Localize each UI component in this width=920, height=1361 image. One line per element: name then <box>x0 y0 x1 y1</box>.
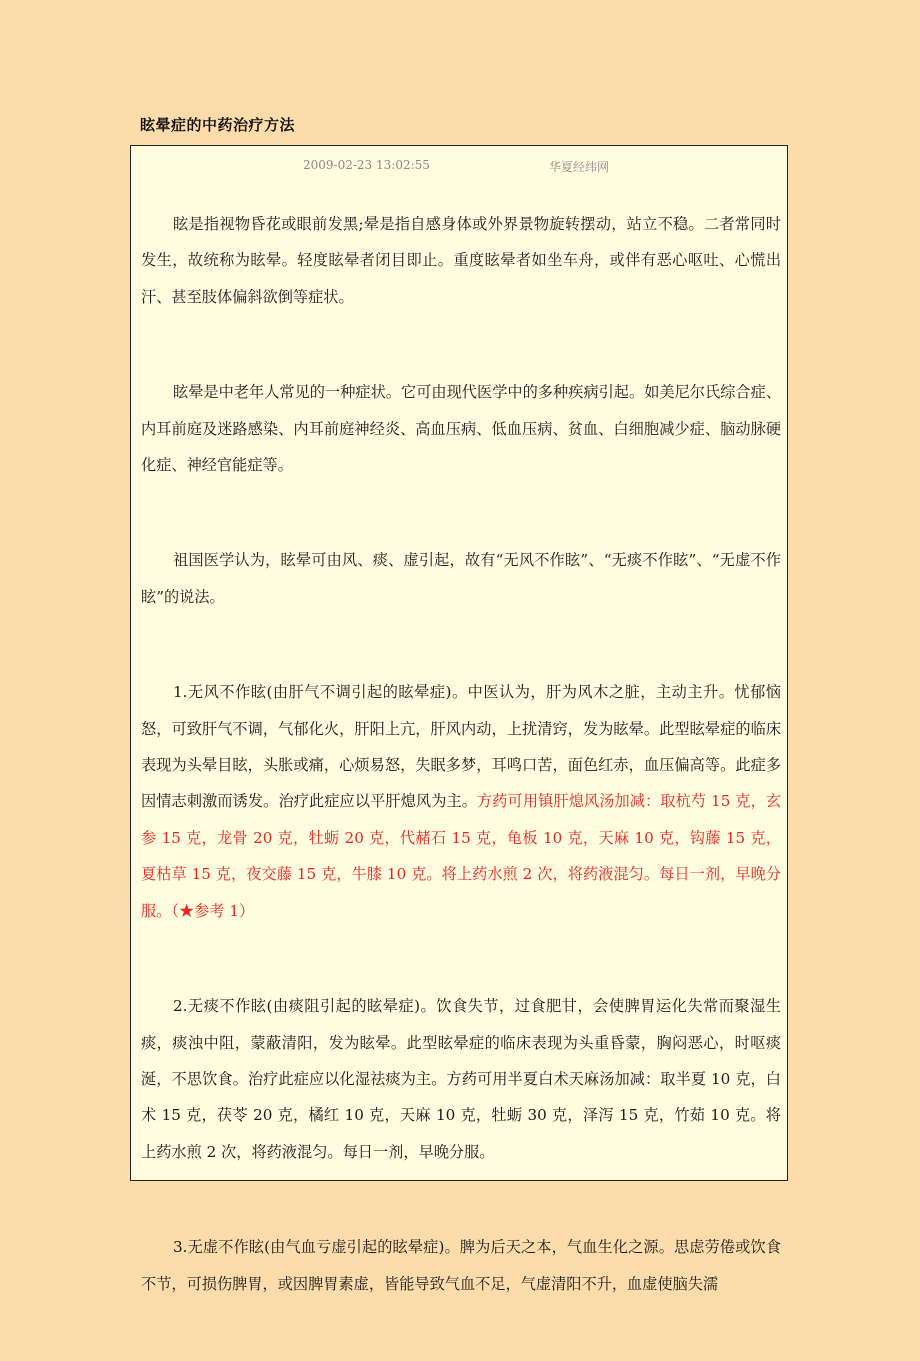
paragraph-tcm-view: 祖国医学认为，眩晕可由风、痰、虚引起，故有“无风不作眩”、“无痰不作眩”、“无虚不作眩”的说法。 <box>141 551 781 606</box>
wind-type-prescription: 方药可用镇肝熄风汤加减：取杭芍 15 克，玄参 15 克，龙骨 20 克，牡蛎 20 克，代赭石 15 克，龟板 10 克，天麻 10 克，钩藤 15 克，夏枯草 15 克，夜交藤 15 克，牛膝 10 克。将上药水煎 2 次，将药液混匀。每日一剂，早晚分服。（★参考 1） <box>141 792 782 920</box>
article-body <box>141 206 781 1361</box>
article-meta <box>131 158 787 174</box>
article-title: 眩晕症的中药治疗方法 <box>140 116 296 134</box>
paragraph-deficiency-type: 3.无虚不作眩(由气血亏虚引起的眩晕症)。脾为后天之本，气血生化之源。思虑劳倦或饮食不节，可损伤脾胃，或因脾胃素虚，皆能导致气血不足，气虚清阳不升，血虚使脑失濡 <box>141 1238 781 1293</box>
paragraph-definition: 眩是指视物昏花或眼前发黑;晕是指自感身体或外界景物旋转摆动，站立不稳。二者常同时发生，故统称为眩晕。轻度眩晕者闭目即止。重度眩晕者如坐车舟，或伴有恶心呕吐、心慌出汗、甚至肢体偏斜欲倒等症状。 <box>141 215 781 306</box>
paragraph-causes: 眩晕是中老年人常见的一种症状。它可由现代医学中的多种疾病引起。如美尼尔氏综合症、内耳前庭及迷路感染、内耳前庭神经炎、高血压病、低血压病、贫血、白细胞减少症、脑动脉硬化症、神经官能症等。 <box>141 383 781 475</box>
publish-date: 2009-02-23 13:02:55 <box>303 158 430 172</box>
source-name: 华夏经纬网 <box>549 160 610 174</box>
wind-type-description: 1.无风不作眩(由肝气不调引起的眩晕症)。中医认为，肝为风木之脏，主动主升。忧郁恼怒，可致肝气不调，气郁化火，肝阳上亢，肝风内动，上扰清窍，发为眩晕。此型眩晕症的临床表现为头晕目眩，头胀或痛，心烦易怒，失眠多梦，耳鸣口苦，面色红赤，血压偏高等。此症多因情志刺激而诱发。治疗此症应以平肝熄风为主。 <box>141 683 781 811</box>
article-content-box <box>130 145 788 1293</box>
paragraph-phlegm-type: 2.无痰不作眩(由痰阻引起的眩晕症)。饮食失节，过食肥甘，会使脾胃运化失常而聚湿生痰，痰浊中阻，蒙蔽清阳，发为眩晕。此型眩晕症的临床表现为头重昏蒙，胸闷恶心，时呕痰涎，不思饮食。治疗此症应以化湿祛痰为主。方药可用半夏白术天麻汤加减：取半夏 10 克，白术 15 克，茯苓 20 克，橘红 10 克，天麻 10 克，牡蛎 30 克，泽泻 15 克，竹茹 10 克。将上药水煎 2 次，将药液混匀。每日一剂，早晚分服。 <box>141 997 781 1161</box>
paragraph-wind-type <box>141 674 781 929</box>
